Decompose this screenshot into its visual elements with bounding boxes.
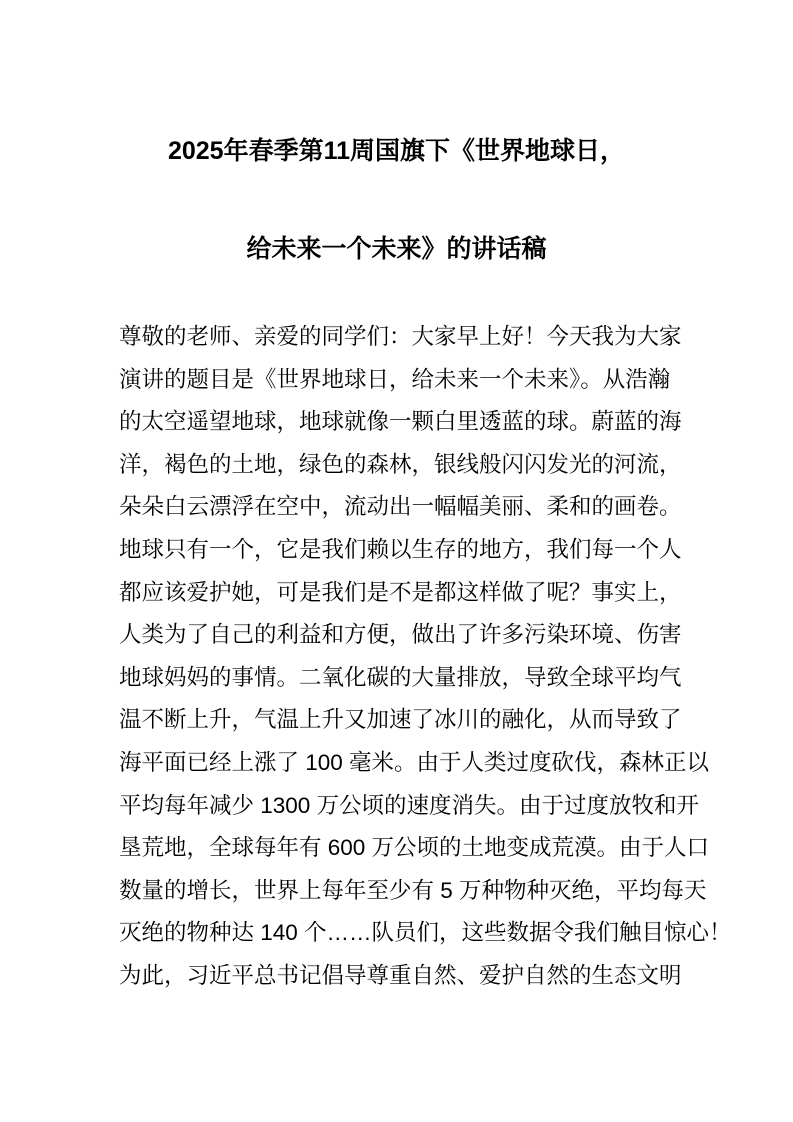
body-line: 都应该爱护她，可是我们是不是都这样做了呢？事实上，: [119, 579, 682, 605]
body-line: 人类为了自己的利益和方便，做出了许多污染环境、伤害: [119, 622, 682, 648]
body-line: 数量的增长，世界上每年至少有 5 万种物种灭绝，平均每天: [119, 877, 707, 903]
body-line: 朵朵白云漂浮在空中，流动出一幅幅美丽、柔和的画卷。: [119, 494, 682, 520]
body-line: 垦荒地，全球每年有 600 万公顷的土地变成荒漠。由于人口: [119, 835, 710, 861]
title-line-1: 2025年春季第11周国旗下《世界地球日，: [167, 137, 626, 165]
body-line: 温不断上升，气温上升又加速了冰川的融化，从而导致了: [119, 707, 682, 733]
body-line: 地球妈妈的事情。二氧化碳的大量排放，导致全球平均气: [119, 664, 682, 690]
body-line: 的太空遥望地球，地球就像一颗白里透蓝的球。蔚蓝的海: [119, 409, 682, 435]
body-line: 灭绝的物种达 140 个……队员们，这些数据令我们触目惊心！: [119, 920, 732, 946]
body-line: 为此，习近平总书记倡导尊重自然、爱护自然的生态文明: [119, 962, 682, 988]
body-line: 地球只有一个，它是我们赖以生存的地方，我们每一个人: [119, 536, 682, 562]
body-line: 尊敬的老师、亲爱的同学们：大家早上好！今天我为大家: [119, 324, 682, 349]
body-line: 海平面已经上涨了 100 毫米。由于人类过度砍伐，森林正以: [119, 749, 710, 775]
title-line-2: 给未来一个未来》的讲话稿: [246, 235, 547, 263]
body-line: 平均每年减少 1300 万公顷的速度消失。由于过度放牧和开: [119, 792, 700, 818]
speech-body: [119, 322, 732, 1004]
body-line: 洋，褐色的土地，绿色的森林，银线般闪闪发光的河流，: [119, 451, 682, 477]
body-line: 演讲的题目是《世界地球日，给未来一个未来》。从浩瀚: [119, 366, 671, 392]
